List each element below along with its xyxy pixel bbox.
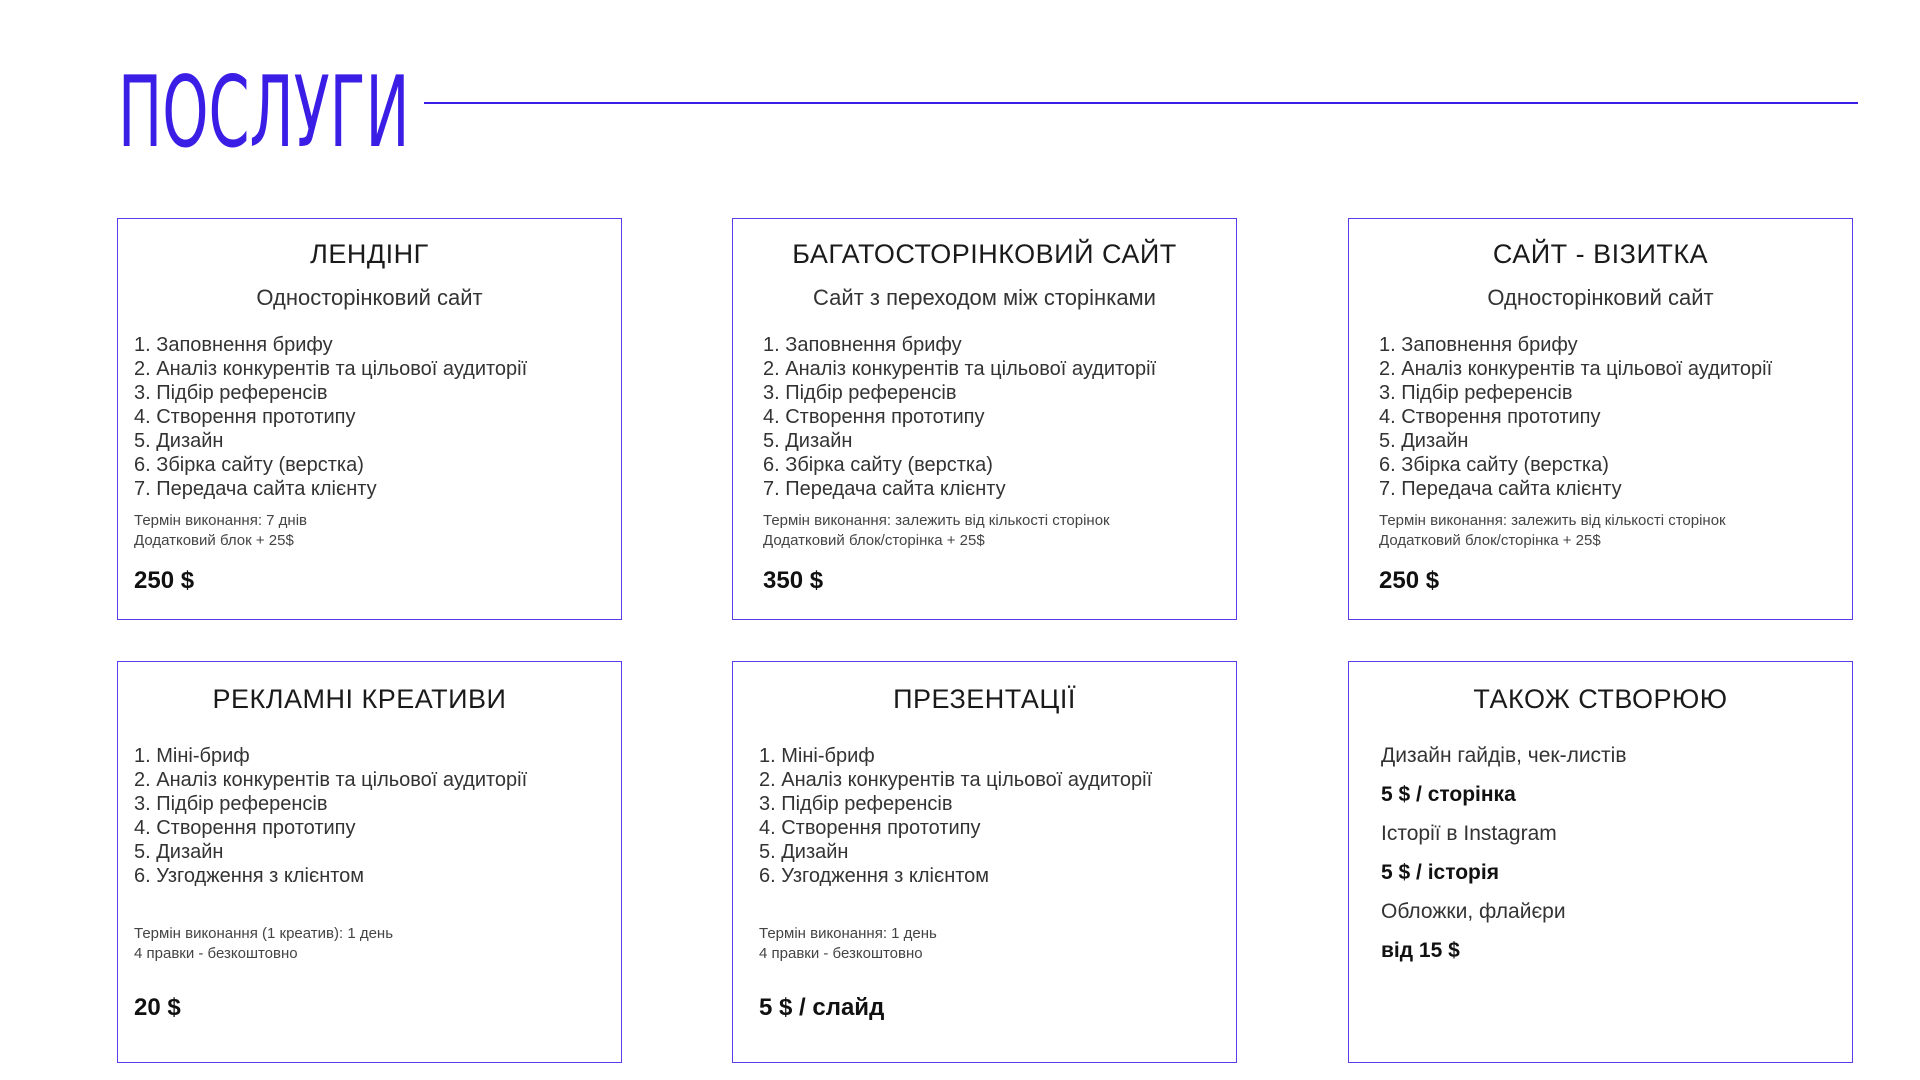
- card-title: ПРЕЗЕНТАЦІЇ: [893, 684, 1076, 714]
- steps-list: [1379, 333, 1772, 501]
- card-title: ЛЕНДІНГ: [310, 239, 429, 269]
- list-item: 6. Збірка сайту (верстка): [134, 454, 364, 476]
- extra-service-price: від 15 $: [1381, 939, 1460, 962]
- list-item: 4. Створення прототипу: [763, 406, 985, 428]
- list-item: 7. Передача сайта клієнту: [1379, 478, 1622, 500]
- price-label: 350 $: [763, 567, 824, 594]
- service-card-also-create[interactable]: [1348, 661, 1853, 1063]
- deadline-note: Термін виконання: залежить від кількості сторінок: [1379, 512, 1726, 529]
- title-divider: [424, 102, 1858, 104]
- deadline-note: Термін виконання: 7 днів: [134, 512, 308, 529]
- extra-note: Додатковий блок + 25$: [134, 532, 294, 549]
- steps-list: [134, 744, 527, 888]
- steps-list: [134, 333, 527, 501]
- list-item: 1. Міні-бриф: [759, 745, 875, 767]
- price-label: 5 $ / слайд: [759, 994, 885, 1021]
- list-item: 3. Підбір референсів: [134, 793, 328, 815]
- page-title: ПОСЛУГИ: [118, 56, 410, 170]
- list-item: 5. Дизайн: [763, 430, 853, 452]
- list-item: 3. Підбір референсів: [134, 382, 328, 404]
- card-title: САЙТ - ВІЗИТКА: [1492, 239, 1709, 269]
- price-label: 20 $: [134, 994, 181, 1021]
- list-item: 4. Створення прототипу: [1379, 406, 1601, 428]
- extra-service-price: 5 $ / історія: [1381, 861, 1499, 884]
- deadline-note: Термін виконання: 1 день: [759, 925, 937, 942]
- extra-service-price: 5 $ / сторінка: [1381, 783, 1516, 806]
- list-item: 4. Створення прототипу: [134, 406, 356, 428]
- list-item: 3. Підбір референсів: [763, 382, 957, 404]
- list-item: 7. Передача сайта клієнту: [134, 478, 377, 500]
- list-item: 6. Узгодження з клієнтом: [759, 865, 990, 887]
- extra-note: Додатковий блок/сторінка + 25$: [763, 532, 985, 549]
- list-item: 5. Дизайн: [759, 841, 849, 863]
- list-item: 1. Заповнення брифу: [763, 334, 962, 356]
- list-item: 4. Створення прототипу: [759, 817, 981, 839]
- list-item: 6. Узгодження з клієнтом: [134, 865, 365, 887]
- list-item: 6. Збірка сайту (верстка): [1379, 454, 1609, 476]
- card-subtitle: Сайт з переходом між сторінками: [813, 285, 1156, 310]
- extra-service-label: Обложки, флайєри: [1381, 900, 1566, 923]
- price-label: 250 $: [134, 567, 195, 594]
- card-title: ТАКОЖ СТВОРЮЮ: [1473, 684, 1728, 714]
- service-card-multipage[interactable]: [732, 218, 1237, 620]
- list-item: 2. Аналіз конкурентів та цільової аудиторії: [134, 769, 528, 791]
- service-card-business-card-site[interactable]: [1348, 218, 1853, 620]
- list-item: 5. Дизайн: [134, 430, 224, 452]
- list-item: 3. Підбір референсів: [1379, 382, 1573, 404]
- card-subtitle: Односторінковий сайт: [1487, 285, 1714, 310]
- list-item: 6. Збірка сайту (верстка): [763, 454, 993, 476]
- extra-service-label: Дизайн гайдів, чек-листів: [1381, 744, 1627, 767]
- extra-note: 4 правки - безкоштовно: [759, 945, 923, 962]
- service-card-presentations[interactable]: [732, 661, 1237, 1063]
- service-card-landing[interactable]: [117, 218, 622, 620]
- list-item: 2. Аналіз конкурентів та цільової аудиторії: [1379, 358, 1773, 380]
- list-item: 1. Міні-бриф: [134, 745, 250, 767]
- list-item: 3. Підбір референсів: [759, 793, 953, 815]
- list-item: 5. Дизайн: [1379, 430, 1469, 452]
- deadline-note: Термін виконання: залежить від кількості сторінок: [763, 512, 1110, 529]
- list-item: 5. Дизайн: [134, 841, 224, 863]
- card-title: РЕКЛАМНІ КРЕАТИВИ: [212, 684, 507, 714]
- card-subtitle: Односторінковий сайт: [256, 285, 483, 310]
- extra-note: Додатковий блок/сторінка + 25$: [1379, 532, 1601, 549]
- list-item: 2. Аналіз конкурентів та цільової аудиторії: [763, 358, 1157, 380]
- steps-list: [759, 744, 1152, 888]
- deadline-note: Термін виконання (1 креатив): 1 день: [134, 925, 394, 942]
- price-label: 250 $: [1379, 567, 1440, 594]
- card-title: БАГАТОСТОРІНКОВИЙ САЙТ: [792, 239, 1177, 269]
- list-item: 4. Створення прототипу: [134, 817, 356, 839]
- extra-service-label: Історії в Instagram: [1381, 822, 1557, 845]
- page-header: [118, 40, 1858, 170]
- list-item: 1. Заповнення брифу: [134, 334, 333, 356]
- list-item: 2. Аналіз конкурентів та цільової аудиторії: [759, 769, 1153, 791]
- extra-note: 4 правки - безкоштовно: [134, 945, 298, 962]
- list-item: 1. Заповнення брифу: [1379, 334, 1578, 356]
- list-item: 2. Аналіз конкурентів та цільової аудиторії: [134, 358, 528, 380]
- service-card-ad-creatives[interactable]: [117, 661, 622, 1063]
- steps-list: [763, 333, 1156, 501]
- list-item: 7. Передача сайта клієнту: [763, 478, 1006, 500]
